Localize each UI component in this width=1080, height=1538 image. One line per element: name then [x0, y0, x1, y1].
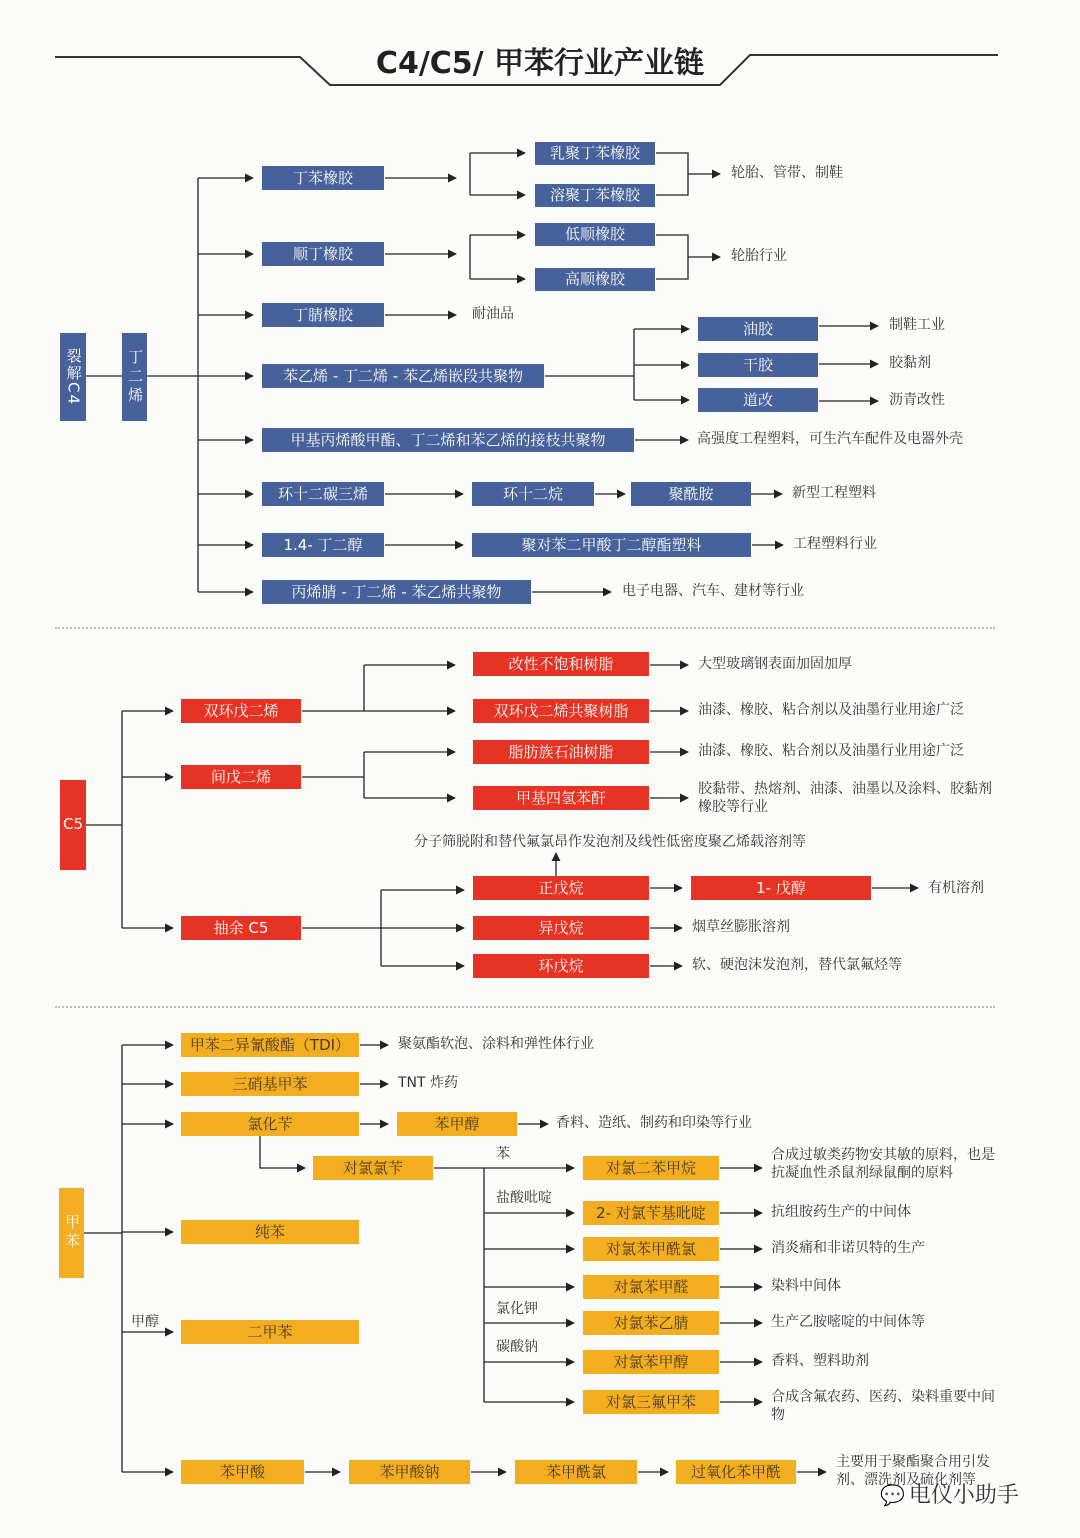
- butadiene-box: [122, 333, 147, 421]
- abs-use-text: 电子电器、汽车、建材等行业: [622, 583, 804, 599]
- oil-glue-use-text: 制鞋工业: [889, 317, 945, 333]
- high-cis-box: 高顺橡胶: [535, 268, 655, 291]
- bdo-box: 1.4- 丁二醇: [262, 533, 384, 557]
- pcbc-use-text: 消炎痛和非诺贝特的生产: [771, 1240, 925, 1256]
- pcbol-box: 对氯苯甲醇: [583, 1350, 719, 1374]
- tdi-box: 甲苯二异氰酸酯（TDI）: [181, 1033, 359, 1057]
- isopentane-use-text: 烟草丝膨胀溶剂: [692, 919, 790, 935]
- section-divider: [55, 1006, 995, 1008]
- bpo-use-text: 主要用于聚酯聚合用引发剂、漂洗剂及硫化剂等: [836, 1454, 990, 1488]
- dcbh-box: 对氯二苯甲烷: [583, 1156, 719, 1180]
- upr-use-text: 大型玻璃钢表面加固加厚: [698, 656, 852, 672]
- mthpa-box: 甲基四氢苯酐: [473, 786, 649, 810]
- c5-source-box: C5: [60, 780, 86, 870]
- label-kcl: 氯化钾: [496, 1301, 538, 1317]
- pbt-box: 聚对苯二甲酸丁二醇酯塑料: [472, 533, 751, 557]
- cyclopentane-use-text: 软、硬泡沫发泡剂，替代氯氟烃等: [692, 957, 902, 973]
- benzyl-alcohol-box: 苯甲醇: [397, 1112, 517, 1136]
- pcbol-use-text: 香料、塑料助剂: [771, 1353, 869, 1369]
- tnt-box: 三硝基甲苯: [181, 1072, 359, 1096]
- dry-glue-box: 干胶: [698, 353, 818, 377]
- pcba-box: 对氯苯甲醛: [583, 1275, 719, 1299]
- aliphatic-resin-use-text: 油漆、橡胶、粘合剂以及油墨行业用途广泛: [698, 743, 964, 759]
- sodium-benzoate-box: 苯甲酸钠: [349, 1460, 470, 1484]
- label-na2co3: 碳酸钠: [496, 1339, 538, 1355]
- toluene-source-label: 甲苯: [63, 1214, 82, 1252]
- polyamide-box: 聚酰胺: [631, 482, 751, 506]
- br-box: 顺丁橡胶: [262, 242, 384, 266]
- chat-bubble-icon: 💬: [880, 1483, 905, 1507]
- npentane-use-text: 分子筛脱附和替代氟氯昂作发泡剂及线性低密度聚乙烯载溶剂等: [414, 834, 806, 850]
- upr-box: 改性不饱和树脂: [473, 652, 649, 676]
- pentanol-use-text: 有机溶剂: [928, 880, 984, 896]
- polyamide-use-text: 新型工程塑料: [792, 485, 876, 501]
- watermark-text: 电仪小助手: [908, 1483, 1019, 1508]
- sbr-use-text: 轮胎、管带、制鞋: [731, 165, 843, 181]
- cyclopentane-box: 环戊烷: [473, 954, 649, 978]
- pcbc-box: 对氯苯甲酰氯: [583, 1237, 719, 1261]
- benzyl-alcohol-use-text: 香料、造纸、制药和印染等行业: [556, 1115, 752, 1131]
- pcbp-use-text: 抗组胺药生产的中间体: [771, 1204, 911, 1220]
- dcbh-use-text: 合成过敏类药物安其敏的原料，也是抗凝血性杀鼠剂绿鼠酮的原料: [771, 1147, 995, 1182]
- label-benzene: 苯: [496, 1146, 510, 1162]
- p-chlorobenzyl-chloride-box: 对氯氯苄: [313, 1156, 433, 1180]
- pcba-use-text: 染料中间体: [771, 1278, 841, 1294]
- xylene-box: 二甲苯: [181, 1320, 359, 1344]
- label-pyridine: 盐酸吡啶: [496, 1190, 552, 1206]
- abs-box: 丙烯腈 - 丁二烯 - 苯乙烯共聚物: [262, 580, 531, 604]
- pentanol-box: 1- 戊醇: [691, 876, 871, 900]
- dcpd-box: 双环戊二烯: [181, 699, 301, 723]
- pcban-box: 对氯苯乙腈: [583, 1311, 719, 1335]
- pcban-use-text: 生产乙胺嘧啶的中间体等: [771, 1314, 925, 1330]
- benzyl-chloride-box: 氯化苄: [181, 1112, 359, 1136]
- watermark: [880, 1478, 1019, 1509]
- label-methanol: 甲醇: [131, 1314, 159, 1330]
- mthpa-use-text: 胶黏带、热熔剂、油漆、油墨以及涂料、胶黏剂橡胶等行业: [698, 781, 992, 816]
- aliphatic-resin-box: 脂肪族石油树脂: [473, 740, 649, 764]
- sbs-box: 苯乙烯 - 丁二烯 - 苯乙烯嵌段共聚物: [262, 364, 544, 388]
- dcpd-resin-box: 双环戊二烯共聚树脂: [473, 699, 649, 723]
- benzoyl-chloride-box: 苯甲酰氯: [515, 1460, 637, 1484]
- ssbr-box: 溶聚丁苯橡胶: [535, 184, 655, 207]
- low-cis-box: 低顺橡胶: [535, 223, 655, 246]
- nbr-box: 丁腈橡胶: [262, 303, 384, 327]
- pctft-box: 对氯三氟甲苯: [583, 1390, 719, 1414]
- dry-glue-use-text: 胶黏剂: [889, 355, 931, 371]
- c4-source-box: [60, 333, 86, 421]
- benzoic-acid-box: 苯甲酸: [181, 1460, 304, 1484]
- pctft-use-text: 合成含氟农药、医药、染料重要中间物: [771, 1389, 995, 1424]
- butadiene-label: 丁二烯: [126, 348, 145, 406]
- tdi-use-text: 聚氨酯软泡、涂料和弹性体行业: [398, 1036, 594, 1052]
- bpo-box: 过氧化苯甲酰: [676, 1460, 796, 1484]
- pcbp-box: 2- 对氯苄基吡啶: [583, 1201, 719, 1225]
- dcpd-resin-use-text: 油漆、橡胶、粘合剂以及油墨行业用途广泛: [698, 702, 964, 718]
- mbs-use-text: 高强度工程塑料，可生汽车配件及电器外壳: [697, 431, 963, 447]
- npentane-box: 正戊烷: [473, 876, 649, 900]
- br-use-text: 轮胎行业: [731, 248, 787, 264]
- mbs-box: 甲基丙烯酸甲酯、丁二烯和苯乙烯的接枝共聚物: [262, 428, 634, 452]
- section-divider: [55, 627, 995, 629]
- road-mod-box: 道改: [698, 388, 818, 412]
- oil-glue-box: 油胶: [698, 317, 818, 341]
- isopentane-box: 异戊烷: [473, 916, 649, 940]
- tnt-use-text: TNT 炸药: [398, 1075, 459, 1091]
- esbr-box: 乳聚丁苯橡胶: [535, 142, 655, 165]
- cdt-box: 环十二碳三烯: [262, 482, 384, 506]
- cyclododecane-box: 环十二烷: [472, 482, 594, 506]
- pure-benzene-box: 纯苯: [181, 1220, 359, 1244]
- raffinate-box: 抽余 C5: [181, 916, 301, 940]
- road-mod-use-text: 沥青改性: [889, 392, 945, 408]
- piperylene-box: 间戊二烯: [181, 765, 301, 789]
- toluene-source-box: [59, 1188, 84, 1278]
- page-title: C4/C5/ 甲苯行业产业链: [375, 46, 705, 81]
- sbr-box: 丁苯橡胶: [262, 166, 384, 190]
- nbr-use-text: 耐油品: [472, 306, 514, 322]
- pbt-use-text: 工程塑料行业: [793, 536, 877, 552]
- c4-source-label: 裂解C4: [64, 347, 83, 407]
